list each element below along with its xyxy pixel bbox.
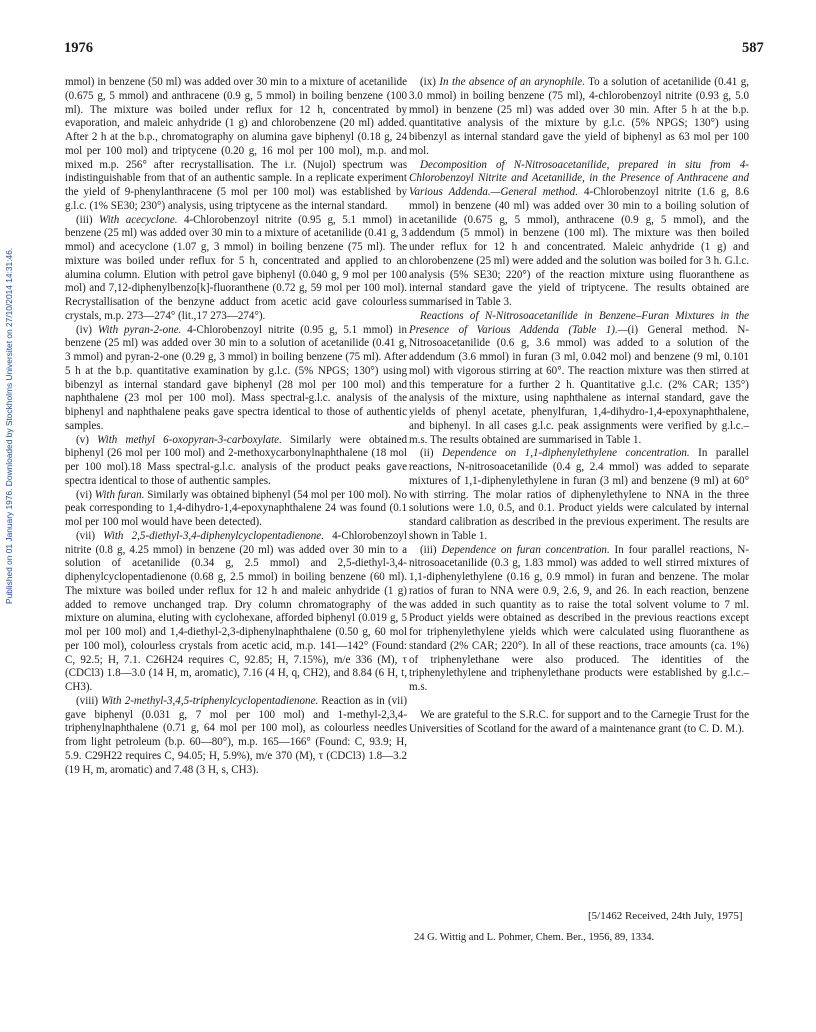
section-title: Reactions of N-Nitrosoacetanilide in Benzene–Furan Mixtures in the Presence of Various Addenda (Table 1).— (409, 309, 749, 336)
item-label: (v) (76, 433, 98, 446)
section-title: With acecyclone. (99, 213, 178, 226)
paragraph (65, 530, 407, 695)
item-label: (iii) (420, 543, 442, 556)
item-label: (ix) (420, 76, 440, 88)
section-title: With pyran-2-one. (97, 323, 182, 336)
acknowledgement: We are grateful to the S.R.C. for support and to the Carnegie Trust for the Universities of Scotland for the award of a maintenance grant (to C. D. M.). (409, 708, 749, 735)
page-number: 587 (742, 40, 764, 56)
paragraph (65, 434, 407, 489)
paragraph: mmol) in benzene (50 ml) was added over 30 min to a mixture of acetanilide (0.675 g, 5 mmol) and anthracene (0.9 g, 5 mmol) in boiling benzene (100 ml). The mixture was boiled under reflux for 12 h, concentrated by evaporation, and maleic anhydride (1 g) and chlorobenzene (20 ml) added. After 2 h at the b.p., chromatography on alumina gave biphenyl (0.18 g, 24 mol per 100 mol) and triptycene (0.20 g, 16 mol per 100 mol), m.p. and mixed m.p. 256° after recrystallisation. The i.r. (Nujol) spectrum was indistinguishable from that of an authentic sample. In a replicate experiment the yield of 9-phenylanthracene (5 mol per 100 mol) was established by g.l.c. (1% SE30; 230°) analysis, using triptycene as the internal standard. (65, 76, 407, 212)
journal-year: 1976 (64, 40, 93, 56)
paragraph-text: Similarly was obtained biphenyl (54 mol per 100 mol). No peak corresponding to 1,4-dihydro-1,4-epoxynaphthalene 24 was found (0.1 mol per 100 mol would have been detected). (65, 488, 408, 528)
paragraph-text: Reaction as in (vii) gave biphenyl (0.031 g, 7 mol per 100 mol) and 1-methyl-2,3,4-triphenylnaphthalene (0.71 g, 64 mol per 100 mol), as colourless needles from light petroleum (b.p. 60—80°), m.p. 165—166° (Found: C, 93.9; H, 5.9. C29H22 requires C, 94.05; H, 5.9%), m/e 370 (M), τ (CDCl3) 1.8—3.2 (19 H, m, aromatic) and 7.48 (3 H, s, CH3). (65, 694, 407, 776)
received-date: [5/1462 Received, 24th July, 1975] (588, 910, 743, 922)
paragraph (409, 544, 749, 695)
section-title: Dependence on furan concentration. (441, 543, 610, 556)
paragraph (409, 76, 749, 159)
item-label: (vi) (76, 488, 95, 501)
paragraph (409, 447, 749, 543)
item-label: (ii) (420, 447, 443, 460)
item-label: (vii) (76, 529, 104, 542)
right-column (409, 76, 749, 736)
paragraph (65, 324, 407, 434)
section-title: Dependence on 1,1-diphenylethylene concentration. (442, 447, 690, 460)
paragraph (409, 159, 749, 310)
section-title: In the absence of an arynophile. (439, 76, 585, 88)
section-title: With methyl 6-oxopyran-3-carboxylate. (97, 433, 282, 446)
download-notice[interactable]: Published on 01 January 1976. Downloaded by Stockholms Universitet on 27/10/2014 14:31:46. (4, 247, 14, 605)
item-label: (viii) (76, 694, 102, 707)
paragraph (65, 695, 407, 778)
item-label: (iv) (76, 323, 98, 336)
footnote: 24 G. Wittig and L. Pohmer, Chem. Ber., 1956, 89, 1334. (414, 932, 655, 943)
item-label: (iii) (76, 213, 100, 226)
paragraph-text: (i) General method. N-Nitrosoacetanilide (0.6 g, 3.6 mmol) was added to a solution of the addendum (3.6 mmol) in furan (3 ml, 0.042 mol) and benzene (9 ml, 0.101 mol) with vigorous stirring at 60°. The reaction mixture was then stirred at this temperature for a further 2 h. Quantitative g.l.c. (2% CAR; 135°) analysis of the mixture, using naphthalene as internal standard, gave the yields of phenyl acetate, phenylfuran, 1,4-dihydro-1,4-epoxynaphthalene, and biphenyl. In all cases g.l.c. peak assignments were verified by g.l.c.–m.s. The results obtained are summarised in Table 1. (409, 323, 749, 446)
left-column (65, 76, 407, 777)
paragraph-text: 4-Chlorobenzoyl nitrite (1.6 g, 8.6 mmol) in benzene (40 ml) was added over 30 min to a boiling solution of acetanilide (0.675 g, 5 mmol), anthracene (0.9 g, 5 mmol), and the addendum (5 mmol) in benzene (100 ml). The mixture was then boiled under reflux for 12 h and concentrated. Maleic anhydride (1 g) and chlorobenzene (25 ml) were added and the solution was boiled for 3 h. G.l.c. analysis (5% SE30; 220°) of the reaction mixture using fluoranthene as internal standard gave the yield of triptycene. The results obtained are summarised in Table 3. (409, 186, 749, 308)
paragraph-text: In four parallel reactions, N-nitrosoacetanilide (0.3 g, 1.83 mmol) was added to well stirred mixtures of 1,1-diphenylethylene (0.16 g, 0.9 mmol) in furan and benzene. The molar ratios of furan to NNA were 0.9, 2.6, 9, and 26. In each reaction, benzene was added in such quantity as to raise the total solvent volume to 7 ml. Product yields were obtained as described in the previous reactions except for triphenylethylene yields which were calculated using fluoranthene as standard (2% CAR; 220°). In all of these reactions, trace amounts (ca. 1%) of triphenylethane were also produced. The identities of the triphenylethylene and triphenylethane products were established by g.l.c.–m.s. (409, 543, 750, 693)
paragraph (409, 310, 749, 448)
paragraph-text: Similarly were obtained biphenyl (26 mol per 100 mol) and 2-methoxycarbonylnaphthalene (18 mol per 100 mol).18 Mass spectral-g.l.c. analysis of the product peaks gave spectra identical to those of authentic samples. (65, 433, 407, 487)
section-title: With 2,5-diethyl-3,4-diphenylcyclopentadienone. (103, 529, 324, 542)
paragraph (65, 489, 407, 530)
paragraph-text: In parallel reactions, N-nitrosoacetanilide (0.4 g, 2.4 mmol) was added to separate mixtures of 1,1-diphenylethylene in furan (3 ml) and benzene (9 ml) at 60° with stirring. The molar ratios of diphenylethylene to NNA in the three solutions were 1.0, 0.5, and 0.1. Product yields were calculated by internal standard calibration as described in the previous experiment. The results are shown in Table 1. (409, 447, 749, 542)
paragraph-text: 4-Chlorobenzoyl nitrite (0.95 g, 5.1 mmol) in benzene (25 ml) was added over 30 min to a mixture of acetanilide (0.41 g, 3 mmol) and acecyclone (1.07 g, 3 mmol) in boiling benzene (75 ml). The mixture was boiled under reflux for 5 h, concentrated and applied to an alumina column. Elution with petrol gave biphenyl (0.040 g, 9 mol per 100 mol) and 7,12-diphenylbenzo[k]-fluoranthene (0.72 g, 59 mol per 100 mol). Recrystallisation of the benzyne adduct from acetic acid gave colourless crystals, m.p. 273—274° (lit.,17 273—274°). (65, 213, 407, 322)
section-title: With 2-methyl-3,4,5-triphenylcyclopentadienone. (101, 694, 319, 707)
paragraph-text: 4-Chlorobenzoyl nitrite (0.8 g, 4.25 mmol) in benzene (20 ml) was added over 30 min to a solution of acetanilide (0.34 g, 2.5 mmol) and 2,5-diethyl-3,4-diphenylcyclopentadienone (0.68 g, 2.5 mmol) in boiling benzene (60 ml). The mixture was boiled under reflux for 12 h and maleic anhydride (1 g) added to remove unchanged trap. Dry column chromatography of the mixture on alumina, eluting with cyclohexane, afforded biphenyl (0.019 g, 5 mol per 100 mol) and 1,4-diethyl-2,3-diphenylnaphthalene (0.50 g, 60 mol per 100 mol), colourless crystals from acetic acid, m.p. 141—142° (Found: C, 92.5; H, 7.1. C26H24 requires C, 92.85; H, 7.15%), m/e 336 (M), τ (CDCl3) 1.8—3.0 (14 H, m, aromatic), 7.16 (4 H, q, CH2), and 8.84 (6 H, t, CH3). (65, 529, 407, 693)
paragraph-text: 4-Chlorobenzoyl nitrite (0.95 g, 5.1 mmol) in benzene (25 ml) was added over 30 min to a solution of acetanilide (0.41 g, 3 mmol) and pyran-2-one (0.29 g, 3 mmol) in boiling benzene (75 ml). After 5 h at the b.p. quantitative examination by g.l.c. (5% NPGS; 130°) using bibenzyl as internal standard gave biphenyl (28 mol per 100 mol) and naphthalene (23 mol per 100 mol). Mass spectral-g.l.c. analysis of the biphenyl and naphthalene peaks gave spectra identical to those of authentic samples. (65, 323, 407, 432)
section-title: With furan. (94, 488, 145, 501)
section-title: Decomposition of N-Nitrosoacetanilide, prepared in situ from 4-Chlorobenzoyl Nitrite and Acetanilide, in the Presence of Anthracene and Various Addenda.—General method. (409, 158, 749, 198)
paragraph-text: To a solution of acetanilide (0.41 g, 3.0 mmol) in boiling benzene (75 ml), 4-chlorobenzoyl nitrite (0.93 g, 5.0 mmol) in benzene (25 ml) was added over 30 min. After 5 h at the b.p. quantitative analysis of the mixture by g.l.c. (5% NPGS; 130°) using bibenzyl as internal standard gave the yield of biphenyl as 63 mol per 100 mol. (409, 76, 749, 157)
paragraph (65, 214, 407, 324)
